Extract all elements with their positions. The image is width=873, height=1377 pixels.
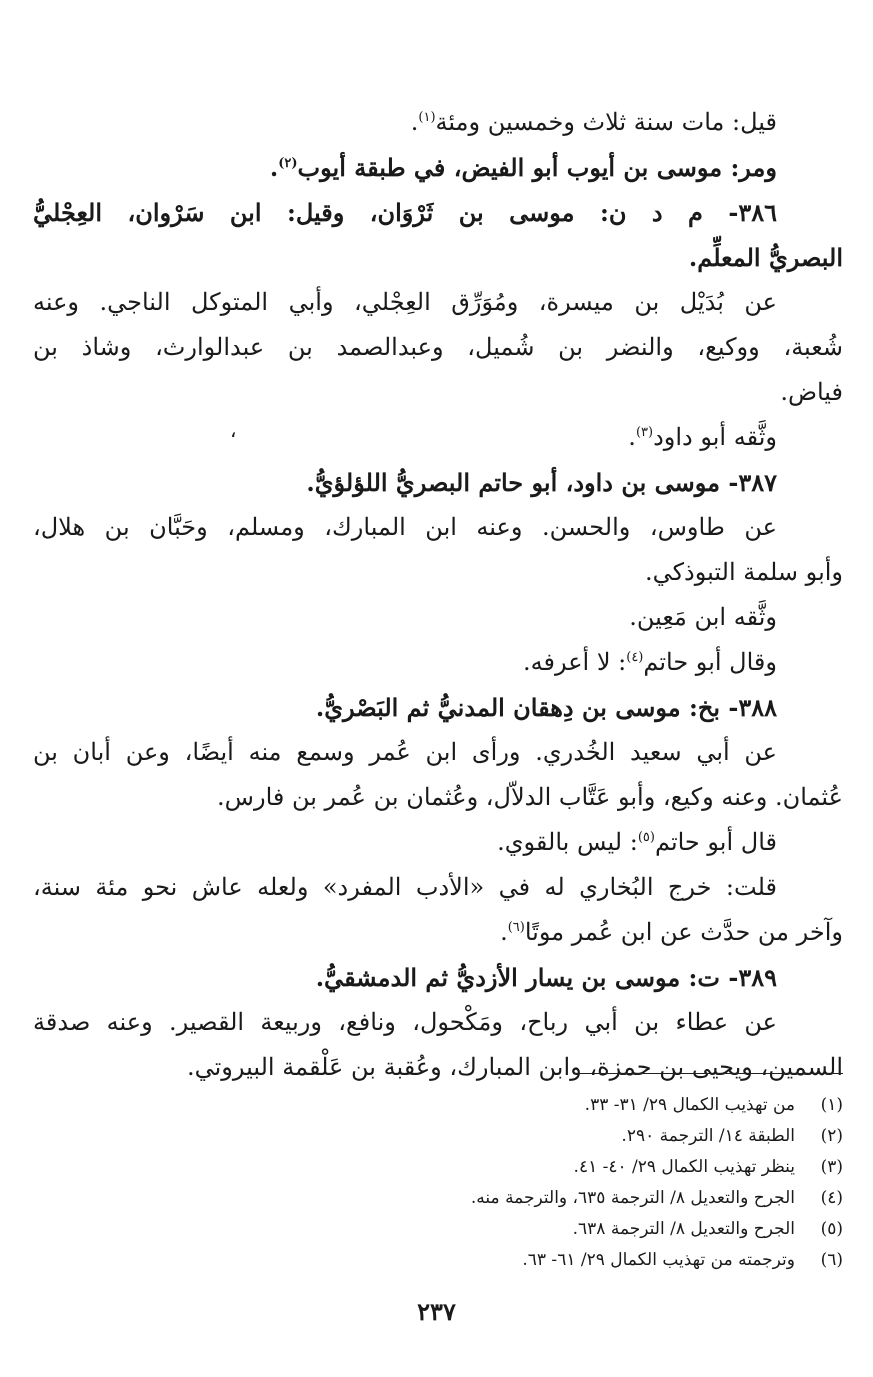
footnote: (٣) ينظر تهذيب الكمال ٢٩/ ٤٠- ٤١. [573,1157,843,1177]
entry-heading-cont: البصريُّ المعلِّم. [688,243,843,272]
text-line: وقال أبو حاتم$^{(٤)}$: لا أعرفه. [523,648,777,676]
entry-heading: ٣٨٩- ت: موسى بن يسار الأزديُّ ثم الدمشقيُّ. [315,963,777,992]
footnote: (٥) الجرح والتعديل ٨/ الترجمة ٦٣٨. [572,1219,843,1239]
text-line: شُعبة، ووكيع، والنضر بن شُميل، وعبدالصمد بن عبدالوارث، وشاذ بن [33,333,843,361]
text-line: قيل: مات سنة ثلاث وخمسين ومئة$^{(١)}$. [410,108,777,136]
footnote: (٦) وترجمته من تهذيب الكمال ٢٩/ ٦١- ٦٣. [522,1250,843,1270]
text-line: وأبو سلمة التبوذكي. [645,558,843,586]
text-line: عن أبي سعيد الخُدري. ورأى ابن عُمر وسمع منه أيضًا، وعن أبان بن [33,738,777,766]
text-line: عن عطاء بن أبي رباح، ومَكْحول، ونافع، وربيعة القصير. وعنه صدقة [33,1008,777,1036]
page-number: ٢٣٧ [417,1297,456,1326]
entry-heading: ٣٨٨- بخ: موسى بن دِهقان المدنيُّ ثم البَصْريُّ. [315,693,777,722]
text-line: قال أبو حاتم$^{(٥)}$: ليس بالقوي. [497,828,777,856]
text-line: قلت: خرج البُخاري له في «الأدب المفرد» ولعله عاش نحو مئة سنة، [33,873,777,901]
text-line: عن بُدَيْل بن ميسرة، ومُوَرِّق العِجْلي، وأبي المتوكل الناجي. وعنه [33,288,777,316]
text-line: عن طاوس، والحسن. وعنه ابن المبارك، ومسلم، وحَبَّان بن هلال، [33,513,777,541]
text-line: ومر: موسى بن أيوب أبو الفيض، في طبقة أيوب$^{(٢)}$. [269,153,777,182]
page-body [33,100,843,1090]
footnote: (٤) الجرح والتعديل ٨/ الترجمة ٦٣٥، والترجمة منه. [470,1188,843,1208]
footnote: (١) من تهذيب الكمال ٢٩/ ٣١- ٣٣. [584,1095,843,1115]
footnote-separator [573,1073,843,1074]
text-line: وثَّقه أبو داود$^{(٣)}$. [628,423,777,451]
text-line: السمين، ويحيى بن حمزة، وابن المبارك، وعُقبة بن عَلْقمة البيروتي. [186,1053,843,1081]
stray-mark: ، [230,418,237,442]
entry-heading: ٣٨٧- موسى بن داود، أبو حاتم البصريُّ اللؤلؤيُّ. [306,468,777,497]
text-line: وثَّقه ابن مَعِين. [629,603,777,631]
entry-heading: ٣٨٦- م د ن: موسى بن ثَرْوَان، وقيل: ابن سَرْوان، العِجْليُّ [33,198,777,227]
footnotes [33,1090,843,1276]
text-line: وآخر من حدَّث عن ابن عُمر موتًا$^{(٦)}$. [500,918,843,946]
text-line: عُثمان. وعنه وكيع، وأبو عَتَّاب الدلاّل، وعُثمان بن عُمر بن فارس. [217,783,843,811]
text-line: فياض. [780,378,843,406]
footnote: (٢) الطبقة ١٤/ الترجمة ٢٩٠. [621,1126,843,1146]
